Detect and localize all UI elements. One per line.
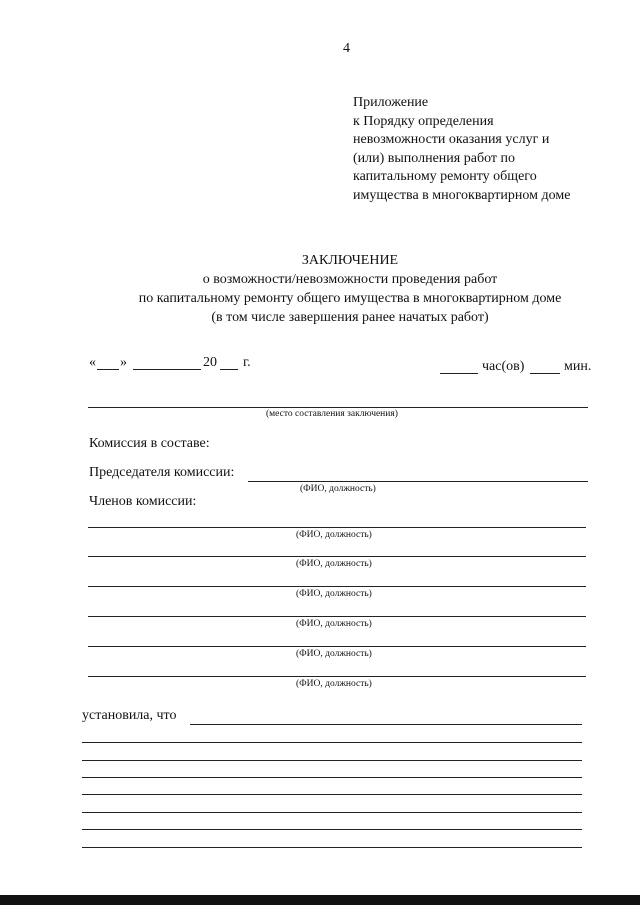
minutes-label: мин. bbox=[564, 359, 592, 374]
members-label: Членов комиссии: bbox=[89, 494, 197, 509]
member-caption: (ФИО, должность) bbox=[296, 530, 372, 540]
finding-line bbox=[82, 760, 582, 761]
appendix-line: к Порядку определения bbox=[353, 113, 494, 129]
member-line bbox=[88, 527, 586, 528]
appendix-block bbox=[353, 94, 570, 205]
place-caption: (место составления заключения) bbox=[266, 409, 398, 419]
commission-label: Комиссия в составе: bbox=[89, 436, 210, 451]
appendix-line: Приложение bbox=[353, 95, 429, 110]
title-line-3: (в том числе завершения ранее начатых работ) bbox=[211, 310, 489, 325]
hours-blank bbox=[440, 373, 478, 374]
finding-line bbox=[82, 829, 582, 830]
title-line-2: по капитальному ремонту общего имущества в многоквартирном доме bbox=[138, 291, 562, 306]
chairman-line bbox=[248, 481, 588, 482]
year-suffix: г. bbox=[243, 355, 251, 370]
member-line bbox=[88, 646, 586, 647]
finding-line bbox=[82, 794, 582, 795]
member-caption: (ФИО, должность) bbox=[296, 559, 372, 569]
document-title bbox=[60, 251, 640, 327]
title-line-1: о возможности/невозможности проведения работ bbox=[202, 272, 498, 287]
month-blank bbox=[133, 369, 201, 370]
title-heading: ЗАКЛЮЧЕНИЕ bbox=[301, 253, 399, 268]
member-caption: (ФИО, должность) bbox=[296, 679, 372, 689]
member-caption: (ФИО, должность) bbox=[296, 589, 372, 599]
appendix-line: невозможности оказания услуг и bbox=[353, 132, 550, 147]
member-line bbox=[88, 556, 586, 557]
chairman-label: Председателя комиссии: bbox=[89, 465, 235, 480]
minutes-blank bbox=[530, 373, 560, 374]
finding-line bbox=[82, 847, 582, 848]
established-label: установила, что bbox=[82, 708, 177, 723]
appendix-line: капитальному ремонту общего bbox=[353, 169, 537, 184]
established-line bbox=[190, 724, 582, 725]
appendix-line: (или) выполнения работ по bbox=[353, 150, 515, 166]
member-caption: (ФИО, должность) bbox=[296, 649, 372, 659]
close-quote: » bbox=[120, 355, 127, 370]
scan-edge bbox=[0, 895, 640, 905]
day-blank bbox=[97, 369, 119, 370]
finding-line bbox=[82, 742, 582, 743]
year-prefix: 20 bbox=[203, 355, 217, 370]
year-blank bbox=[220, 369, 238, 370]
open-quote: « bbox=[89, 355, 96, 370]
member-line bbox=[88, 586, 586, 587]
hours-label: час(ов) bbox=[482, 359, 525, 374]
finding-line bbox=[82, 777, 582, 778]
member-line bbox=[88, 676, 586, 677]
appendix-line: имущества в многоквартирном доме bbox=[353, 187, 571, 203]
finding-line bbox=[82, 812, 582, 813]
page-number: 4 bbox=[343, 41, 350, 56]
member-line bbox=[88, 616, 586, 617]
place-line bbox=[88, 407, 588, 408]
member-caption: (ФИО, должность) bbox=[296, 619, 372, 629]
chairman-caption: (ФИО, должность) bbox=[300, 484, 376, 494]
